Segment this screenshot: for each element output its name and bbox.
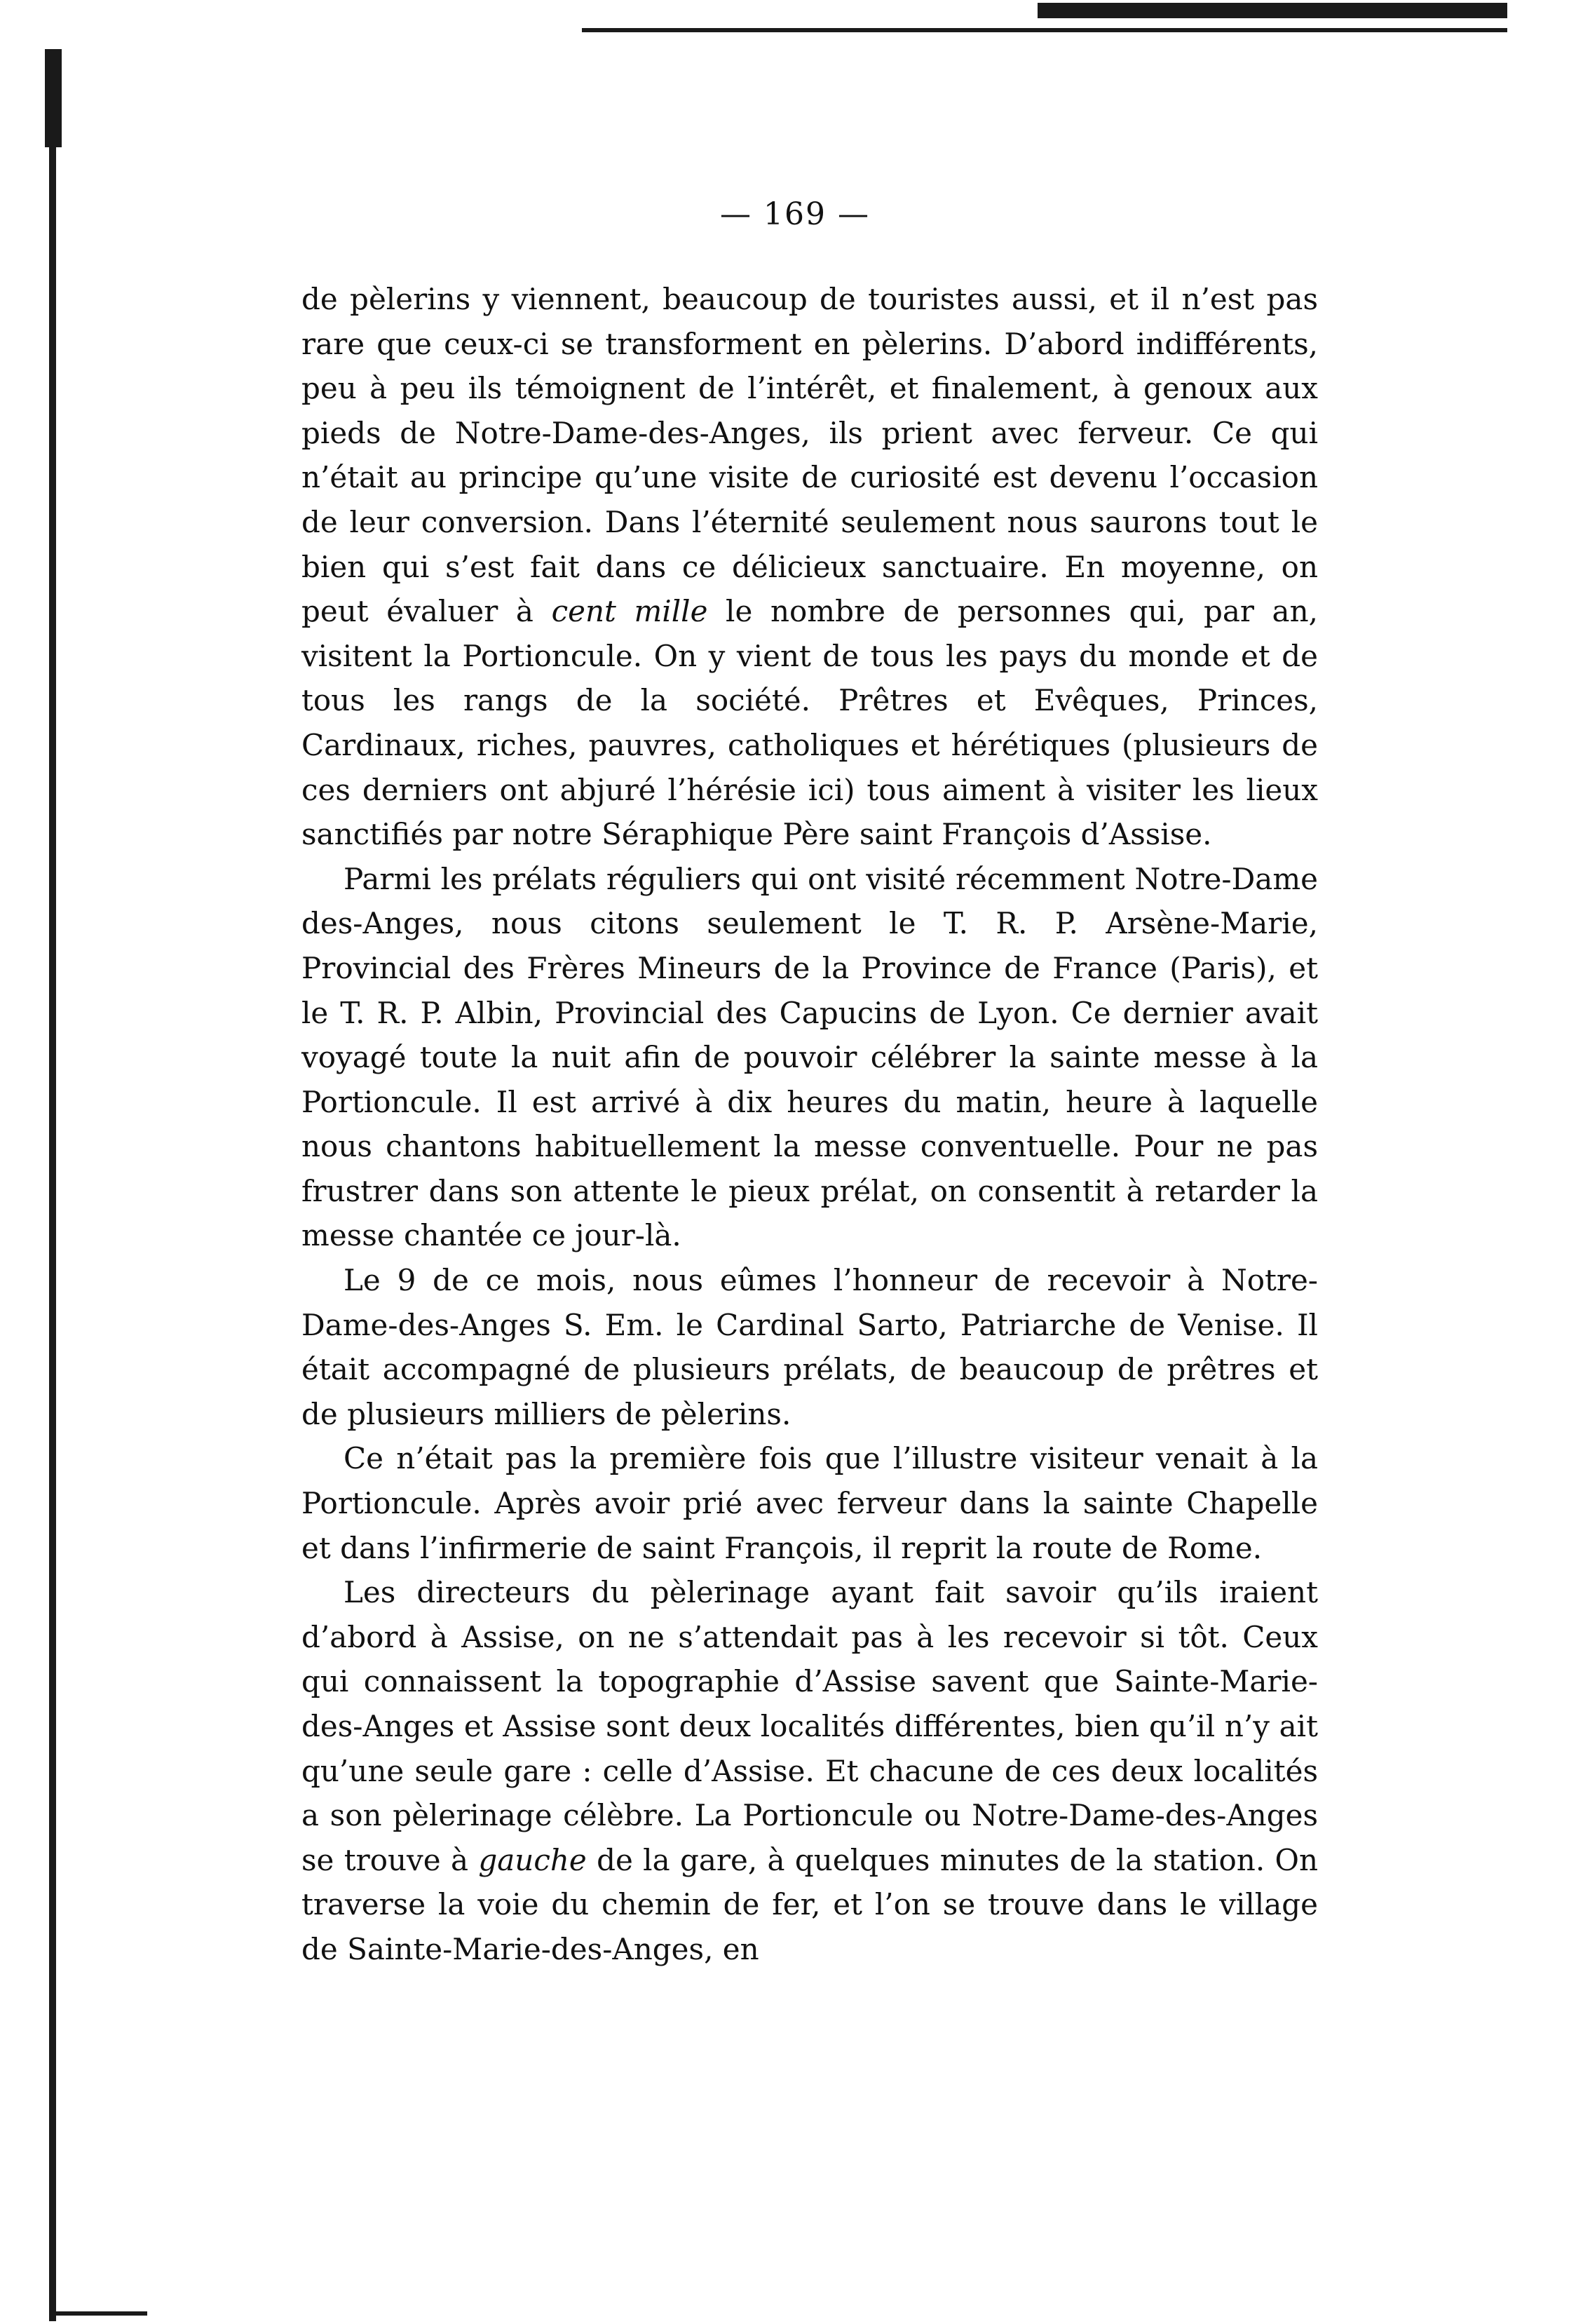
paragraph-5 bbox=[301, 1570, 1318, 1971]
paragraph-2: Parmi les prélats réguliers qui ont visité récemment Notre-Dame des-Anges, nous citons seulement le T. R. P. Arsène-Marie, Provincial des Frères Mineurs de la Province de France (Paris), et le T. R. P. Albin, Provincial des Capucins de Lyon. Ce dernier avait voyagé toute la nuit afin de pouvoir célébrer la sainte messe à la Portioncule. Il est arrivé à dix heures du matin, heure à laquelle nous chantons habituellement la messe conventuelle. Pour ne pas frustrer dans son attente le pieux prélat, on consentit à retarder la messe chantée ce jour-là. bbox=[301, 861, 1318, 1253]
paragraph-5-italic: gauche bbox=[478, 1842, 587, 1877]
scan-edge-left bbox=[49, 49, 56, 2321]
scan-edge-notch bbox=[45, 49, 62, 147]
paragraph-4: Ce n’était pas la première fois que l’illustre visiteur venait à la Portioncule. Après avoir prié avec ferveur dans la sainte Chapelle et dans l’infirmerie de saint François, il reprit la route de Rome. bbox=[301, 1441, 1318, 1565]
scan-edge-bottom bbox=[49, 2311, 147, 2316]
scan-top-rule bbox=[582, 28, 1507, 32]
page-number: — 169 — bbox=[720, 196, 870, 232]
paragraph-5-text-a: Les directeurs du pèlerinage ayant fait savoir qu’ils iraient d’abord à Assise, on ne s’attendait pas à les recevoir si tôt. Ceux qui connaissent la topographie d’Assise savent que Sainte-Marie-des-Anges et Assise sont deux localités différentes, bien qu’il n’y ait qu’une seule gare : celle d’Assise. Et chacune de ces deux localités a son pèlerinage célèbre. La Portioncule ou Notre-Dame-des-Anges se trouve à bbox=[301, 1575, 1318, 1877]
paragraph-1-italic: cent mille bbox=[551, 594, 708, 629]
paragraph-5-text-b: de la gare, à quelques minutes de la station. On traverse la voie du chemin de fer, et l’on se trouve dans le village de Sainte-Marie-des-Anges, en bbox=[301, 1842, 1318, 1966]
paragraph-1 bbox=[301, 277, 1318, 857]
scan-top-rule-thick bbox=[1038, 3, 1507, 18]
body-text bbox=[301, 277, 1318, 1972]
paragraph-1-text-a: de pèlerins y viennent, beaucoup de touristes aussi, et il n’est pas rare que ceux-ci se transforment en pèlerins. D’abord indifférents, peu à peu ils témoignent de l’intérêt, et finalement, à genoux aux pieds de Notre-Dame-des-Anges, ils prient avec ferveur. Ce qui n’était au principe qu’une visite de curiosité est devenu l’occasion de leur conversion. Dans l’éternité seulement nous saurons tout le bien qui s’est fait dans ce délicieux sanctuaire. En moyenne, on peut évaluer à bbox=[301, 282, 1318, 629]
paragraph-1-text-b: le nombre de personnes qui, par an, visitent la Portioncule. On y vient de tous les pays du monde et de tous les rangs de la société. Prêtres et Evêques, Princes, Cardinaux, riches, pauvres, catholiques et hérétiques (plusieurs de ces derniers ont abjuré l’hérésie ici) tous aiment à visiter les lieux sanctifiés par notre Séraphique Père saint François d’Assise. bbox=[301, 594, 1318, 852]
paragraph-3: Le 9 de ce mois, nous eûmes l’honneur de recevoir à Notre-Dame-des-Anges S. Em. le Cardinal Sarto, Patriarche de Venise. Il était accompagné de plusieurs prélats, de beaucoup de prêtres et de plusieurs milliers de pèlerins. bbox=[301, 1263, 1318, 1431]
